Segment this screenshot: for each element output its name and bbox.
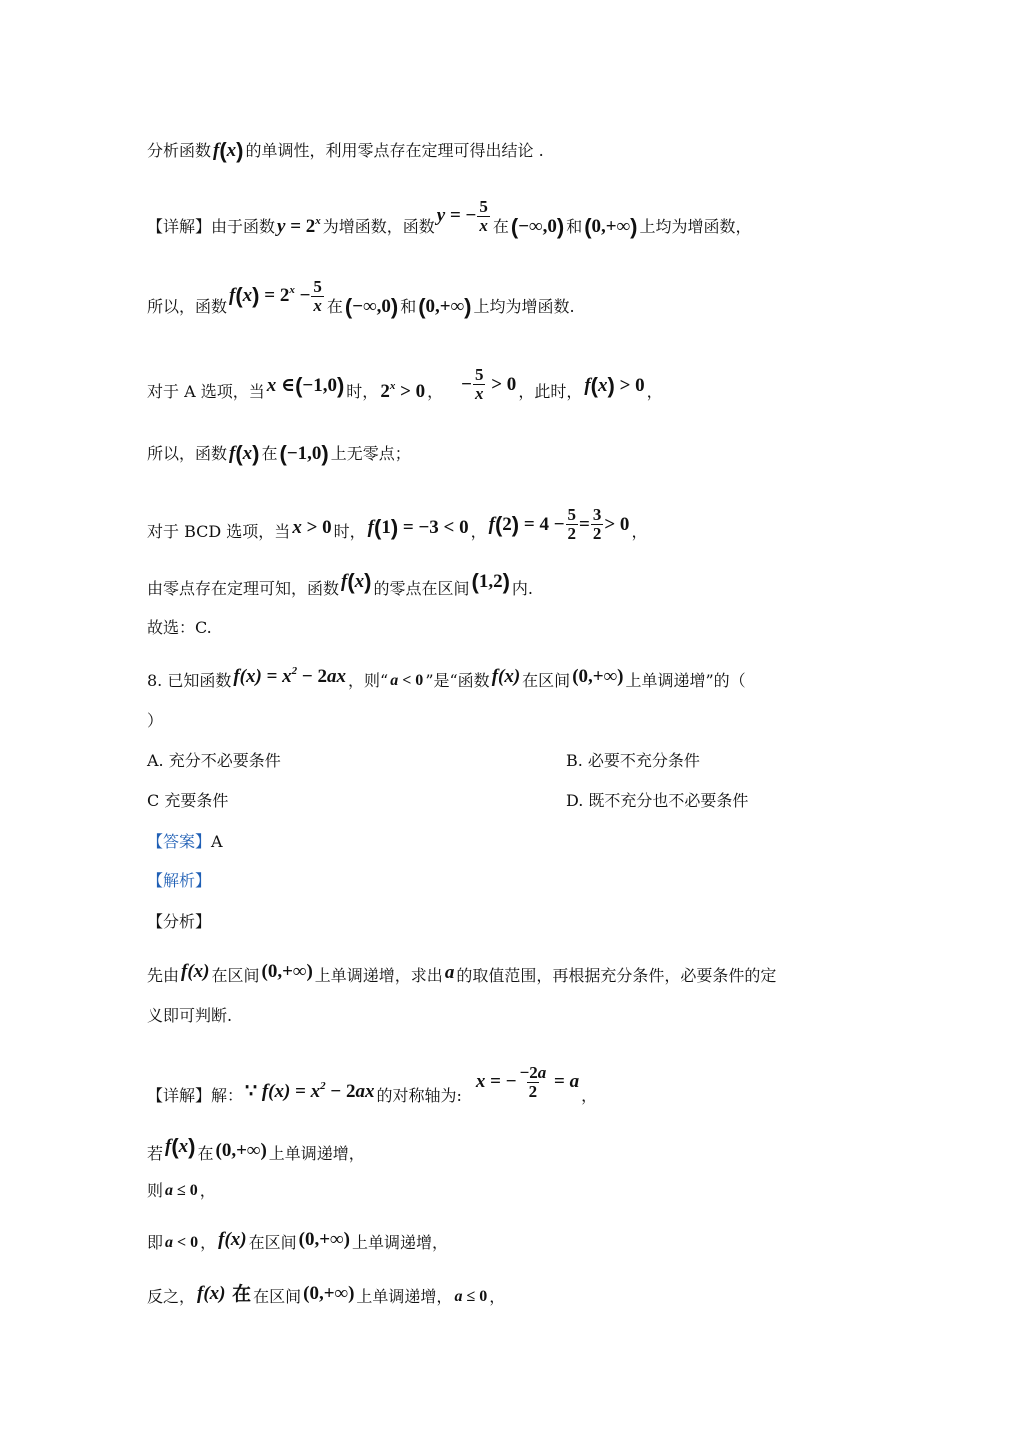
math-var: a	[444, 962, 455, 983]
text-line	[147, 443, 411, 465]
text-line	[147, 196, 752, 239]
text: 在区间	[253, 1287, 302, 1306]
text: 上单调递增，	[351, 1233, 448, 1252]
text: 上单调递增，	[356, 1287, 453, 1306]
text: 在	[326, 297, 343, 316]
analysis-tag: 【解析】	[147, 871, 212, 890]
math-interval: ( −∞,0 )	[344, 294, 399, 319]
fenxi-line	[147, 911, 211, 933]
math-fx: f(x)	[491, 666, 521, 687]
math-interval: (0,+∞)	[261, 961, 313, 982]
text-line	[147, 1283, 506, 1308]
text: 在	[492, 217, 509, 236]
text: 在区间	[211, 966, 260, 985]
text-line	[147, 365, 663, 403]
math-fx: f ( x )	[213, 138, 244, 163]
text: 时，	[346, 381, 379, 401]
text: 分析函数	[147, 141, 212, 160]
text-line	[147, 1062, 598, 1107]
text: 上无零点；	[330, 444, 411, 463]
text: 若	[147, 1144, 164, 1163]
text: 的单调性，利用零点存在定理可得出结论 .	[245, 141, 544, 160]
text: 所以，函数	[147, 444, 228, 463]
math-expr: x = − $\frac{-2a}{2}$ = a	[475, 1062, 580, 1101]
text: 由零点存在定理可知，函数	[147, 579, 340, 598]
math-interval: ( −1,0 )	[279, 441, 329, 466]
text: 对于 A 选项，当	[147, 381, 265, 401]
math-fx: f(x)	[218, 1229, 247, 1250]
fenxi-tag: 【分析】	[147, 912, 212, 931]
option-d: D. 既不充分也不必要条件	[566, 791, 749, 810]
text: 在区间	[522, 671, 571, 690]
math-fx: f(x)	[181, 961, 210, 982]
math-expr: f ( x ) > 0	[584, 372, 645, 398]
text: 为增函数，函数	[322, 217, 435, 236]
text: ，	[200, 1233, 217, 1252]
text: 上均为增函数.	[473, 297, 575, 316]
text: 义即可判断.	[147, 1006, 233, 1025]
math-expr: y = − $\frac{5}{x}$	[436, 196, 488, 235]
math-fx: f(x) 在	[197, 1283, 252, 1305]
math-expr: a ≤ 0	[165, 1182, 198, 1199]
text-line	[147, 276, 575, 319]
text: ，	[581, 1086, 598, 1105]
text: ，	[631, 521, 648, 541]
text: 【详解】解：	[147, 1086, 244, 1105]
math-expr: − $\frac{5}{x}$ > 0	[461, 365, 517, 403]
text: ”是“函数	[425, 671, 490, 690]
math-expr: y = 2 $^x$	[277, 215, 321, 237]
math-expr: a < 0	[390, 672, 424, 689]
text: ，	[427, 381, 444, 401]
text: 上单调递增，求出	[314, 966, 443, 985]
answer-line	[147, 831, 223, 853]
text: ，	[199, 1181, 216, 1200]
text: ，此时，	[518, 381, 583, 401]
text-line	[147, 1229, 448, 1254]
text: ，	[646, 381, 663, 401]
math-expr: f ( x ) = 2 $^x$ − $\frac{5}{x}$	[229, 276, 322, 315]
text-line	[147, 140, 544, 162]
text: 上均为增函数，	[639, 217, 752, 236]
math-expr: ∵ f(x) = x $^2$ − 2 ax	[245, 1080, 375, 1102]
math-expr: a ≤ 0	[454, 1288, 488, 1305]
text-line	[147, 1134, 365, 1165]
math-expr: x > 0	[292, 516, 332, 538]
text: 内.	[511, 579, 534, 598]
text-line	[147, 505, 648, 543]
option-b: B. 必要不充分条件	[566, 751, 700, 770]
answer-value: A	[211, 832, 223, 851]
text: 上单调递增，	[268, 1144, 365, 1163]
math-expr: f ( 2 ) = 4 − $\frac{5}{2}$ = $\frac{3}{2}$ > 0	[488, 505, 630, 543]
question-8	[147, 665, 746, 692]
math-interval: (0,+∞)	[298, 1229, 350, 1250]
math-expr: f ( 1 ) = −3 < 0	[367, 514, 469, 540]
math-interval: ( 0,+∞ )	[584, 214, 638, 239]
text-line	[147, 1180, 216, 1202]
text-line	[147, 617, 212, 639]
text: 的取值范围，再根据充分条件，必要条件的定	[456, 966, 777, 985]
text: 【详解】由于函数	[147, 217, 276, 236]
math-fx: f ( x )	[229, 441, 260, 466]
text: 和	[400, 297, 417, 316]
math-interval: ( 0,+∞ )	[418, 294, 472, 319]
math-fx: f ( x )	[341, 569, 372, 594]
text: ）	[147, 711, 164, 730]
text: 在	[261, 444, 278, 463]
text: ，则“	[348, 671, 389, 690]
math-interval: (0,+∞)	[303, 1283, 355, 1304]
math-interval: (0,+∞)	[572, 666, 624, 687]
text: 在区间	[248, 1233, 297, 1252]
answer-tag: 【答案】	[147, 832, 212, 851]
math-expr: a < 0	[165, 1234, 199, 1251]
text-line	[147, 569, 534, 600]
math-expr: x ∈ ( −1,0 )	[266, 372, 345, 398]
math-interval: ( 1,2 )	[471, 569, 510, 594]
text: 即	[147, 1233, 164, 1252]
text: 8. 已知函数	[147, 671, 232, 690]
math-expr: 2 $^x$ > 0	[380, 379, 426, 402]
option-c: C 充要条件	[147, 791, 229, 810]
math-interval: (0,+∞)	[215, 1140, 267, 1161]
text: ，	[489, 1287, 506, 1306]
math-interval: ( −∞,0 )	[510, 214, 565, 239]
text: 所以，函数	[147, 297, 228, 316]
text-line	[147, 961, 777, 987]
text-line	[147, 1005, 232, 1027]
text-line	[147, 710, 163, 732]
text: 的零点在区间	[373, 579, 470, 598]
text: 的对称轴为:	[376, 1086, 462, 1105]
text: 和	[566, 217, 583, 236]
text: 上单调递增”的（	[625, 671, 746, 690]
option-a: A. 充分不必要条件	[147, 751, 281, 770]
text: 时，	[333, 521, 366, 541]
math-fx: f ( x )	[165, 1134, 196, 1159]
text: 故选：C.	[147, 618, 212, 637]
math-expr: f(x) = x $^2$ − 2 ax	[233, 665, 346, 687]
analysis-line	[147, 870, 211, 892]
text: ，	[470, 521, 487, 541]
text: 则	[147, 1181, 164, 1200]
text: 在	[197, 1144, 214, 1163]
text: 先由	[147, 966, 180, 985]
text: 对于 BCD 选项，当	[147, 521, 291, 541]
text: 反之，	[147, 1287, 196, 1306]
